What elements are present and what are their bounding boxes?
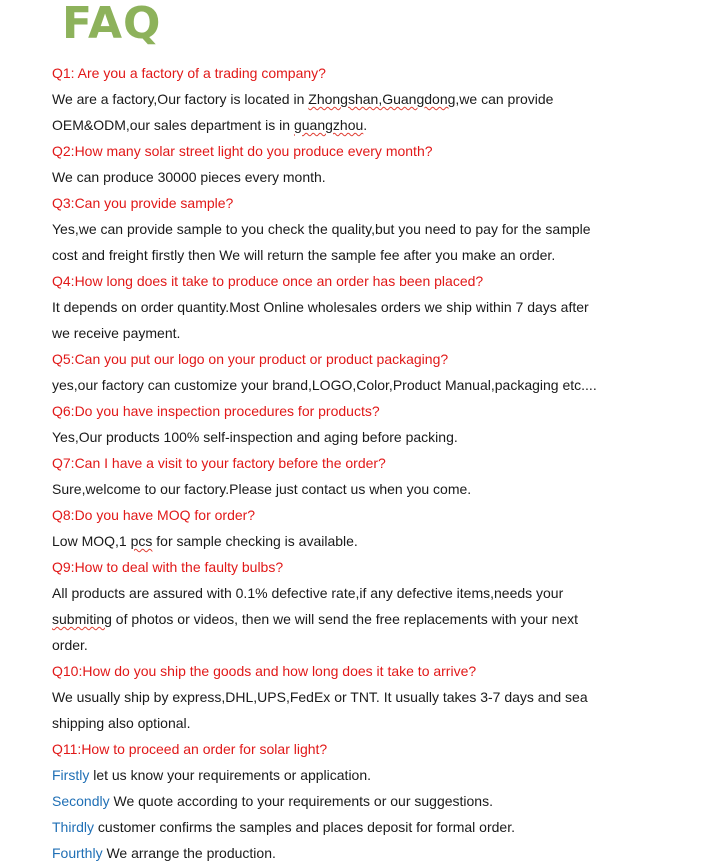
order-step-label: Secondly: [52, 793, 110, 809]
order-step-text: We quote according to your requirements or our suggestions.: [109, 793, 493, 809]
answer-text: ,we can provide: [455, 91, 554, 107]
faq-answer-6-line-1: [52, 424, 712, 450]
order-step-text: let us know your requirements or application.: [89, 767, 372, 783]
answer-text: Sure,welcome to our factory.Please just contact us when you come.: [52, 481, 472, 497]
faq-answer-4-line-1: [52, 294, 712, 320]
faq-answer-9-line-3: [52, 632, 712, 658]
answer-text: Yes,we can provide sample to you check the quality,but you need to pay for the sample: [52, 221, 591, 237]
answer-text: We usually ship by express,DHL,UPS,FedEx or TNT. It usually takes 3-7 days and sea: [52, 689, 588, 705]
faq-question-11: Q11:How to proceed an order for solar light?: [52, 741, 328, 757]
faq-answer-2-line-1: [52, 164, 712, 190]
faq-answer-10-line-1: [52, 684, 712, 710]
answer-text: cost and freight firstly then We will return the sample fee after you make an order.: [52, 247, 556, 263]
order-step-1: [52, 762, 712, 788]
answer-text: All products are assured with 0.1% defective rate,if any defective items,needs your: [52, 585, 564, 601]
faq-question-4: Q4:How long does it take to produce once an order has been placed?: [52, 273, 484, 289]
answer-text: we receive payment.: [52, 325, 181, 341]
faq-question-3: Q3:Can you provide sample?: [52, 195, 234, 211]
answer-text: of photos or videos, then we will send the free replacements with your next: [111, 611, 579, 627]
spellcheck-word: Zhongshan,Guangdong: [308, 91, 456, 107]
order-step-text: We arrange the production.: [102, 845, 276, 861]
faq-answer-5-line-1: [52, 372, 712, 398]
page-title: FAQ: [62, 0, 162, 49]
faq-question-7: Q7:Can I have a visit to your factory before the order?: [52, 455, 386, 471]
answer-text: yes,our factory can customize your brand,LOGO,Color,Product Manual,packaging etc....: [52, 377, 597, 393]
answer-text: shipping also optional.: [52, 715, 191, 731]
answer-text: for sample checking is available.: [152, 533, 358, 549]
answer-text: order.: [52, 637, 88, 653]
faq-answer-9-line-1: [52, 580, 712, 606]
faq-answer-1-line-1: [52, 86, 712, 112]
order-step-label: Thirdly: [52, 819, 95, 835]
faq-answer-9-line-2: [52, 606, 712, 632]
faq-answer-4-line-2: [52, 320, 712, 346]
answer-text: We can produce 30000 pieces every month.: [52, 169, 326, 185]
spellcheck-word: pcs: [130, 533, 153, 549]
answer-text: We are a factory,Our factory is located in: [52, 91, 309, 107]
order-step-label: Firstly: [52, 767, 90, 783]
faq-question-9: Q9:How to deal with the faulty bulbs?: [52, 559, 284, 575]
faq-answer-3-line-1: [52, 216, 712, 242]
answer-text: .: [363, 117, 368, 133]
order-step-2: [52, 788, 712, 814]
order-step-text: customer confirms the samples and places deposit for formal order.: [94, 819, 515, 835]
faq-answer-1-line-2: [52, 112, 712, 138]
spellcheck-word: guangzhou: [293, 117, 364, 133]
faq-answer-10-line-2: [52, 710, 712, 736]
faq-answer-3-line-2: [52, 242, 712, 268]
faq-answer-8-line-1: [52, 528, 712, 554]
faq-question-8: Q8:Do you have MOQ for order?: [52, 507, 256, 523]
answer-text: It depends on order quantity.Most Online wholesales orders we ship within 7 days after: [52, 299, 589, 315]
order-step-4: [52, 840, 712, 866]
answer-text: Yes,Our products 100% self-inspection and aging before packing.: [52, 429, 458, 445]
faq-question-5: Q5:Can you put our logo on your product or product packaging?: [52, 351, 449, 367]
faq-question-1: Q1: Are you a factory of a trading company?: [52, 65, 326, 81]
faq-question-10: Q10:How do you ship the goods and how long does it take to arrive?: [52, 663, 477, 679]
faq-question-2: Q2:How many solar street light do you produce every month?: [52, 143, 433, 159]
spellcheck-word: submiting: [52, 611, 112, 627]
faq-answer-7-line-1: [52, 476, 712, 502]
answer-text: OEM&ODM,our sales department is in: [52, 117, 294, 133]
faq-list: [52, 60, 712, 866]
faq-question-6: Q6:Do you have inspection procedures for products?: [52, 403, 380, 419]
answer-text: Low MOQ,1: [52, 533, 131, 549]
order-step-label: Fourthly: [52, 845, 103, 861]
order-step-3: [52, 814, 712, 840]
